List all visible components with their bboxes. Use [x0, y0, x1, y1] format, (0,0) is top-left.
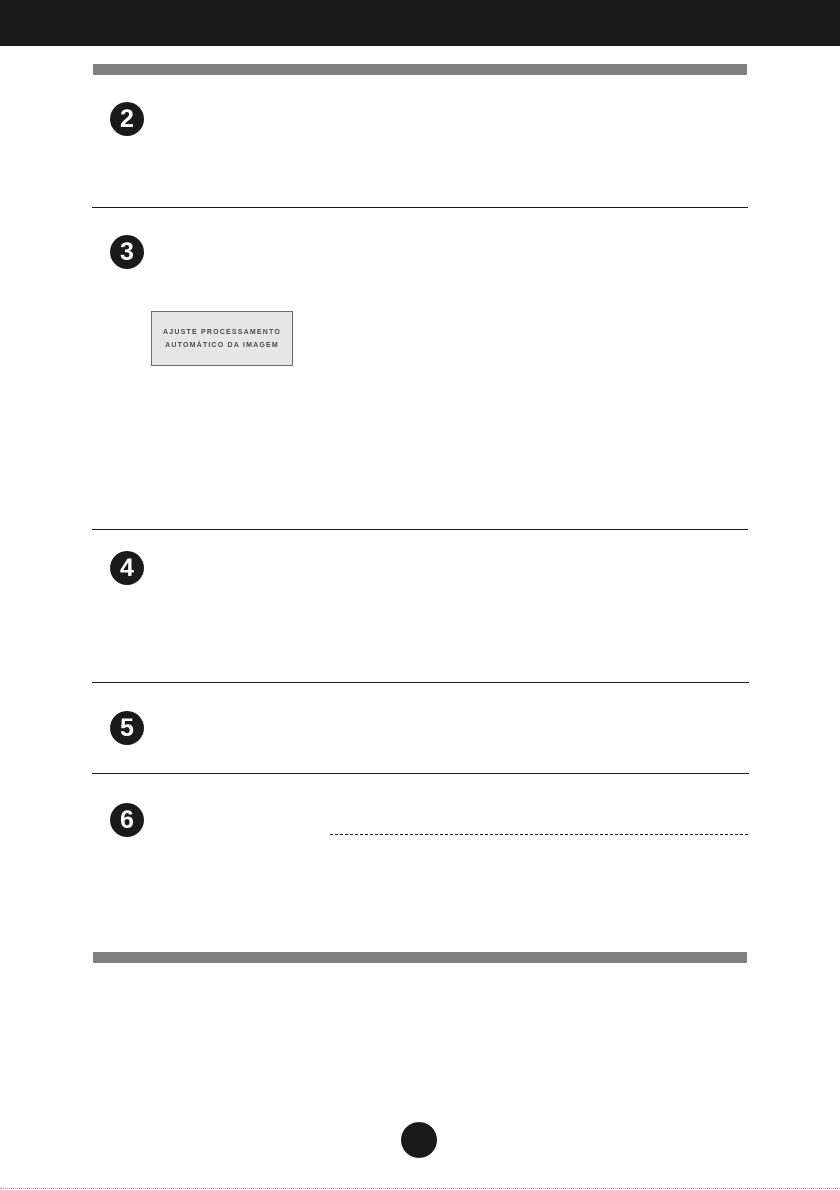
- osd-message-box: [151, 311, 293, 366]
- step-number-3-icon: 3: [110, 235, 144, 269]
- step-number-6-icon: 6: [110, 803, 144, 837]
- section-divider: [92, 773, 749, 774]
- page-bottom-border: [0, 1188, 840, 1189]
- bottom-gray-bar: [93, 952, 747, 963]
- section-divider: [92, 529, 748, 530]
- step-number-4-icon: 4: [110, 551, 144, 585]
- step-number-2-icon: 2: [110, 102, 144, 136]
- header-band: [0, 0, 840, 46]
- osd-message-line-2: AUTOMÁTICO DA IMAGEM: [165, 341, 279, 349]
- page-number-marker: [401, 1122, 437, 1158]
- section-divider: [92, 682, 749, 683]
- osd-message-line-1: AJUSTE PROCESSAMENTO: [163, 328, 281, 336]
- dashed-underline: [330, 834, 748, 835]
- section-divider: [92, 207, 748, 208]
- step-number-5-icon: 5: [110, 711, 144, 745]
- top-gray-bar: [93, 64, 747, 75]
